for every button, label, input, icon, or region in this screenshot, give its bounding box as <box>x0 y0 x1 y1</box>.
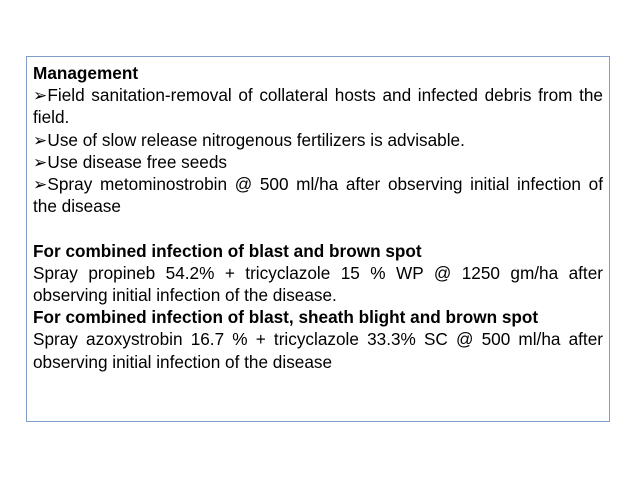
spacer <box>33 217 603 239</box>
section-body-blast-sheath-blight-brown-spot: Spray azoxystrobin 16.7 % + tricyclazole 33.3% SC @ 500 ml/ha after observing initial infection of the disease <box>33 329 603 372</box>
bullet-item-spray <box>33 173 603 217</box>
bullet-item-fertilizers <box>33 129 603 151</box>
arrow-bullet-icon: ➢ <box>33 85 48 106</box>
bullet-item-sanitation <box>33 84 603 128</box>
bullet-text: Spray metominostrobin @ 500 ml/ha after observing initial infection of the disease <box>33 174 603 217</box>
section-title-blast-sheath-blight-brown-spot: For combined infection of blast, sheath blight and brown spot <box>33 307 539 328</box>
bullet-text: Field sanitation-removal of collateral hosts and infected debris from the field. <box>33 85 603 128</box>
arrow-bullet-icon: ➢ <box>33 151 48 172</box>
management-text-box <box>26 56 610 422</box>
bullet-text: Use disease free seeds <box>47 151 228 172</box>
management-heading: Management <box>33 63 139 83</box>
bullet-item-seeds <box>33 151 603 173</box>
arrow-bullet-icon: ➢ <box>33 174 48 195</box>
bullet-text: Use of slow release nitrogenous fertilizers is advisable. <box>47 129 465 150</box>
section-body-blast-brown-spot: Spray propineb 54.2% + tricyclazole 15 % WP @ 1250 gm/ha after observing initial infection of the disease. <box>33 262 603 306</box>
arrow-bullet-icon: ➢ <box>33 129 48 150</box>
section-title-blast-brown-spot: For combined infection of blast and brown spot <box>33 240 422 261</box>
